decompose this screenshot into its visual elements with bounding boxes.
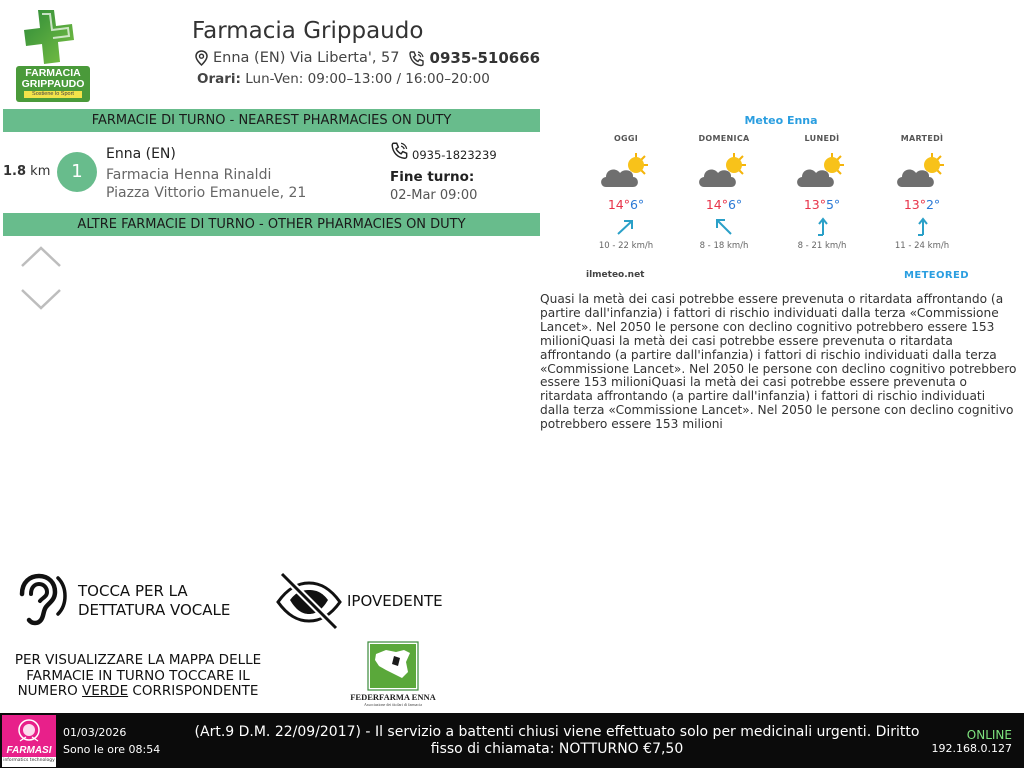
distance (3, 164, 50, 179)
on-duty-phone[interactable] (390, 141, 497, 160)
location-pin-icon (194, 50, 209, 66)
on-duty-city: Enna (EN) (106, 146, 176, 162)
temp-max: 14° (607, 197, 630, 212)
footer-bar (0, 713, 1024, 768)
farmasi-logo-top (2, 715, 56, 745)
voice-label-line2: DETTATURA VOCALE (78, 601, 231, 619)
pharmacy-logo-badge (16, 66, 90, 102)
pharmacy-name: Farmacia Grippaudo (192, 18, 424, 44)
federfarma-label: FEDERFARMA ENNA (350, 692, 436, 702)
weather-source-ilmeteo: ilmeteo.net (586, 270, 645, 280)
wind-speed: 8 - 21 km/h (797, 241, 847, 251)
weather-day (684, 134, 764, 251)
shift-end-label: Fine turno: (390, 169, 475, 185)
wind-direction-icon (909, 216, 935, 238)
weather-day (782, 134, 862, 251)
wind-speed: 8 - 18 km/h (699, 241, 749, 251)
weather-source-meteored: METEORED (904, 270, 969, 281)
current-time: Sono le ore 08:54 (63, 743, 161, 756)
wind-direction-icon (711, 216, 737, 238)
hours-value: Lun-Ven: 09:00–13:00 / 16:00–20:00 (245, 71, 490, 87)
pharmacy-phone[interactable]: 0935-510666 (429, 49, 541, 67)
temp-max: 13° (903, 197, 926, 212)
current-date: 01/03/2026 (63, 726, 127, 739)
legal-notice: (Art.9 D.M. 22/09/2017) - Il servizio a battenti chiusi viene effettuato solo per medicinali urgenti. Diritto fisso di chiamata: NOTTURNO €7,50 (194, 724, 920, 757)
on-duty-street: Piazza Vittorio Emanuele, 21 (106, 185, 307, 201)
temp-max: 14° (705, 197, 728, 212)
weather-temps (684, 197, 764, 212)
weather-day (882, 134, 962, 251)
on-duty-phone-number: 0935-1823239 (412, 148, 497, 162)
temp-max: 13° (803, 197, 826, 212)
map-note-before: PER VISUALIZZARE LA MAPPA DELLE FARMACIE IN TURNO TOCCARE IL NUMERO (14, 652, 262, 699)
low-vision-label[interactable]: IPOVEDENTE (347, 592, 443, 610)
wind-speed: 11 - 24 km/h (894, 241, 950, 251)
logo-text-line1: FARMACIA (25, 67, 81, 79)
scroll-up-arrow-icon[interactable] (18, 244, 64, 270)
other-pharmacies-header-bar: ALTRE FARMACIE DI TURNO - OTHER PHARMACIES ON DUTY (3, 213, 540, 236)
ear-hearing-icon[interactable] (12, 572, 70, 630)
phone-icon (390, 141, 410, 160)
distance-value: 1.8 (3, 164, 27, 179)
weather-temps (882, 197, 962, 212)
weather-day-name: DOMENICA (698, 134, 750, 143)
scroll-down-arrow-icon[interactable] (18, 286, 64, 312)
federfarma-sub: Associazione dei titolari di farmacia (364, 702, 422, 707)
voice-dictation-label[interactable] (78, 582, 230, 620)
map-note-after: CORRISPONDENTE (128, 683, 259, 699)
address-text: Enna (EN) Via Liberta', 57 (213, 50, 400, 66)
anniversary-badge-icon (2, 715, 56, 745)
temp-min: 6° (727, 197, 743, 212)
map-note-highlight: VERDE (82, 683, 129, 699)
logo-text-line2: GRIPPAUDO (21, 78, 85, 90)
wind-speed: 10 - 22 km/h (598, 241, 654, 251)
weather-day-name: LUNEDÌ (804, 134, 840, 143)
phone-icon (408, 50, 426, 67)
wind-direction-icon (809, 216, 835, 238)
farmasi-tag: informatics technology (3, 758, 55, 763)
eye-slash-icon[interactable] (274, 570, 344, 632)
weather-widget (576, 112, 996, 284)
temp-min: 6° (629, 197, 645, 212)
voice-label-line1: TOCCA PER LA (78, 582, 188, 600)
temp-min: 2° (925, 197, 941, 212)
weather-day-name: MARTEDÌ (900, 134, 944, 143)
partly-cloudy-icon (598, 151, 654, 191)
ip-address: 192.168.0.127 (931, 742, 1012, 755)
wind-direction-icon (613, 216, 639, 238)
partly-cloudy-icon (794, 151, 850, 191)
shift-end-value: 02-Mar 09:00 (390, 188, 478, 203)
address-line (194, 49, 540, 67)
pharmacy-logo (16, 6, 90, 102)
temp-min: 5° (825, 197, 841, 212)
federfarma-logo (346, 640, 440, 708)
pharmacy-rank-badge[interactable]: 1 (57, 152, 97, 192)
on-duty-pharmacy-name: Farmacia Henna Rinaldi (106, 167, 272, 183)
logo-tagline: Sostiene lo Sport (24, 91, 82, 98)
weather-day (586, 134, 666, 251)
weather-temps (782, 197, 862, 212)
weather-day-name: OGGI (613, 134, 639, 143)
hours-label: Orari: (197, 71, 241, 87)
on-duty-header-bar: FARMACIE DI TURNO - NEAREST PHARMACIES ON DUTY (3, 109, 540, 132)
news-text: Quasi la metà dei casi potrebbe essere prevenuta o ritardata affrontando (a partire dall'infanzia) i fattori di rischio individuati dalla terza «Commissione Lancet». Nel 2050 le persone con declino cognitivo potrebbero essere 153 milioniQuasi la metà dei casi potrebbe essere prevenuta o ritardata affrontando (a partire dall'infanzia) i fattori di rischio individuati dalla terza «Commissione Lancet». Nel 2050 le persone con declino cognitivo potrebbero essere 153 milioniQuasi la metà dei casi potrebbe essere prevenuta o ritardata affrontando (a partire dall'infanzia) i fattori di rischio individuati dalla terza «Commissione Lancet». Nel 2050 le persone con declino cognitivo potrebbero essere 153 milioni (540, 292, 1017, 432)
connection-status: ONLINE (966, 728, 1012, 742)
partly-cloudy-icon (894, 151, 950, 191)
pharmacy-cross-icon (16, 6, 90, 68)
map-instructions (2, 653, 274, 700)
farmasi-word: FARMASI (2, 745, 56, 757)
distance-unit: km (30, 164, 51, 179)
weather-temps (586, 197, 666, 212)
sicily-map-icon (346, 640, 440, 692)
partly-cloudy-icon (696, 151, 752, 191)
opening-hours (197, 71, 490, 87)
weather-title: Meteo Enna (744, 114, 818, 127)
farmasi-logo (2, 715, 56, 767)
